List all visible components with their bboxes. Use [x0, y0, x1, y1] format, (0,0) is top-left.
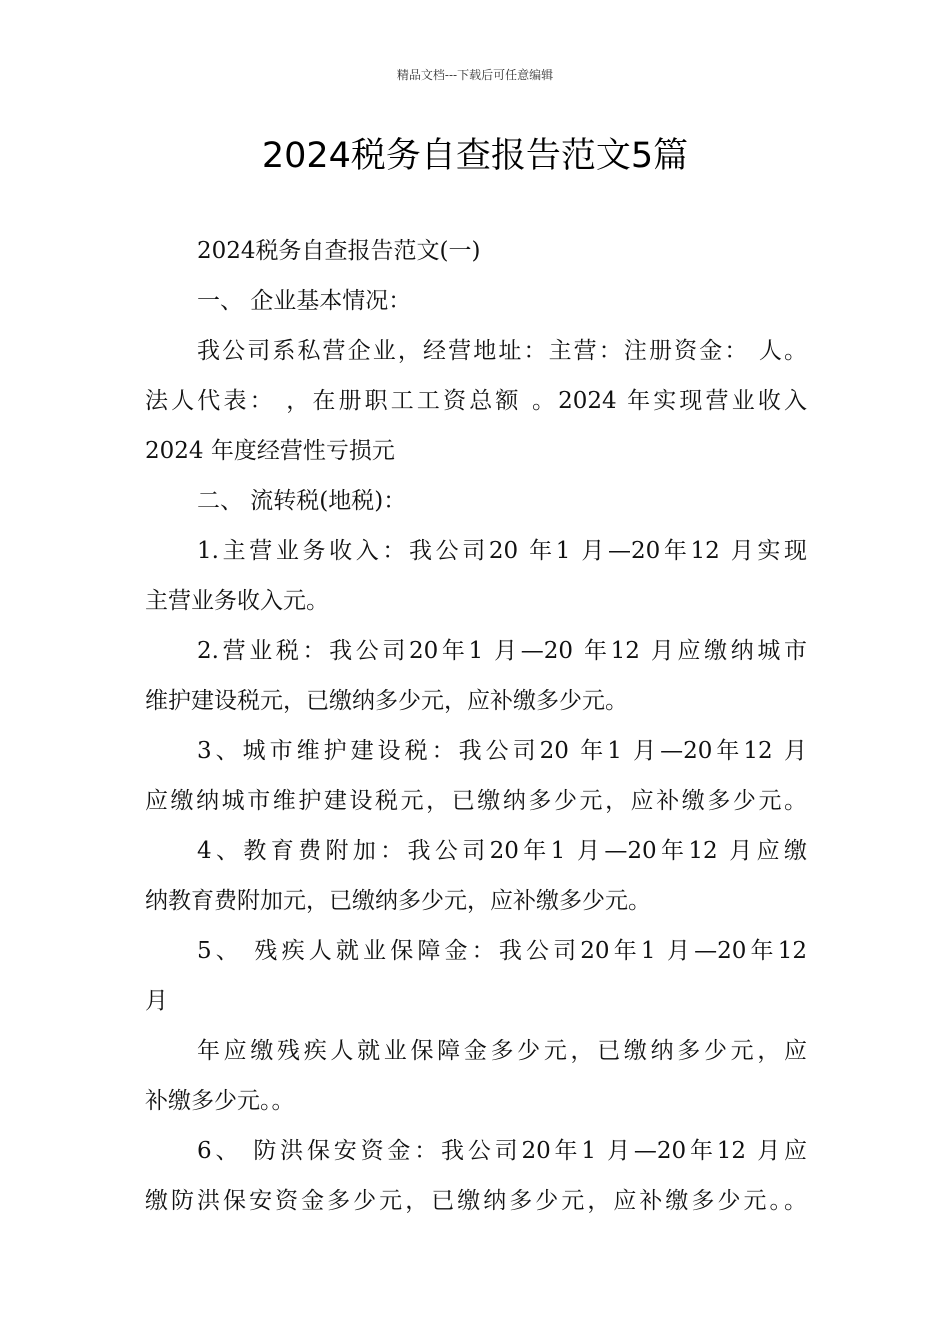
paragraph-line: 缴防洪保安资金多少元，已缴纳多少元，应补缴多少元。。	[145, 1188, 807, 1214]
paragraph-line: 主营业务收入元。	[145, 588, 329, 614]
paragraph-line: 年应缴残疾人就业保障金多少元，已缴纳多少元，应	[197, 1038, 807, 1064]
paragraph-line: 3、城市维护建设税：我公司20 年1 月—20年12 月	[197, 738, 807, 764]
paragraph-line: 1.主营业务收入：我公司20 年1 月—20年12 月实现	[197, 538, 807, 564]
paragraph-line: 我公司系私营企业，经营地址：主营：注册资金： 人。	[197, 338, 807, 364]
paragraph-line: 4、教育费附加：我公司20年1 月—20年12 月应缴	[197, 838, 807, 864]
paragraph-line: 维护建设税元，已缴纳多少元，应补缴多少元。	[145, 688, 628, 714]
paragraph-line: 6、 防洪保安资金：我公司20年1 月—20年12 月应	[197, 1138, 807, 1164]
page-header: 精品文档---下载后可任意编辑	[396, 68, 554, 82]
section-heading: 2024税务自查报告范文(一)	[197, 238, 481, 264]
paragraph-line: 2.营业税：我公司20年1 月—20 年12 月应缴纳城市	[197, 638, 807, 664]
section-heading: 二、 流转税(地税)：	[197, 488, 407, 514]
paragraph-line: 2024 年度经营性亏损元	[145, 438, 395, 464]
document-body	[145, 226, 807, 1226]
paragraph-line: 法人代表： ，在册职工工资总额 。2024 年实现营业收入	[145, 388, 807, 414]
section-heading: 一、 企业基本情况：	[197, 288, 412, 314]
paragraph-line: 补缴多少元。。	[145, 1088, 295, 1114]
paragraph-line: 应缴纳城市维护建设税元，已缴纳多少元，应补缴多少元。	[145, 788, 807, 814]
paragraph-line: 纳教育费附加元，已缴纳多少元，应补缴多少元。	[145, 888, 651, 914]
paragraph-line: 5、 残疾人就业保障金：我公司20年1 月—20年12	[197, 938, 807, 964]
document-title: 2024税务自查报告范文5篇	[261, 136, 689, 176]
paragraph-line: 月	[145, 988, 168, 1014]
